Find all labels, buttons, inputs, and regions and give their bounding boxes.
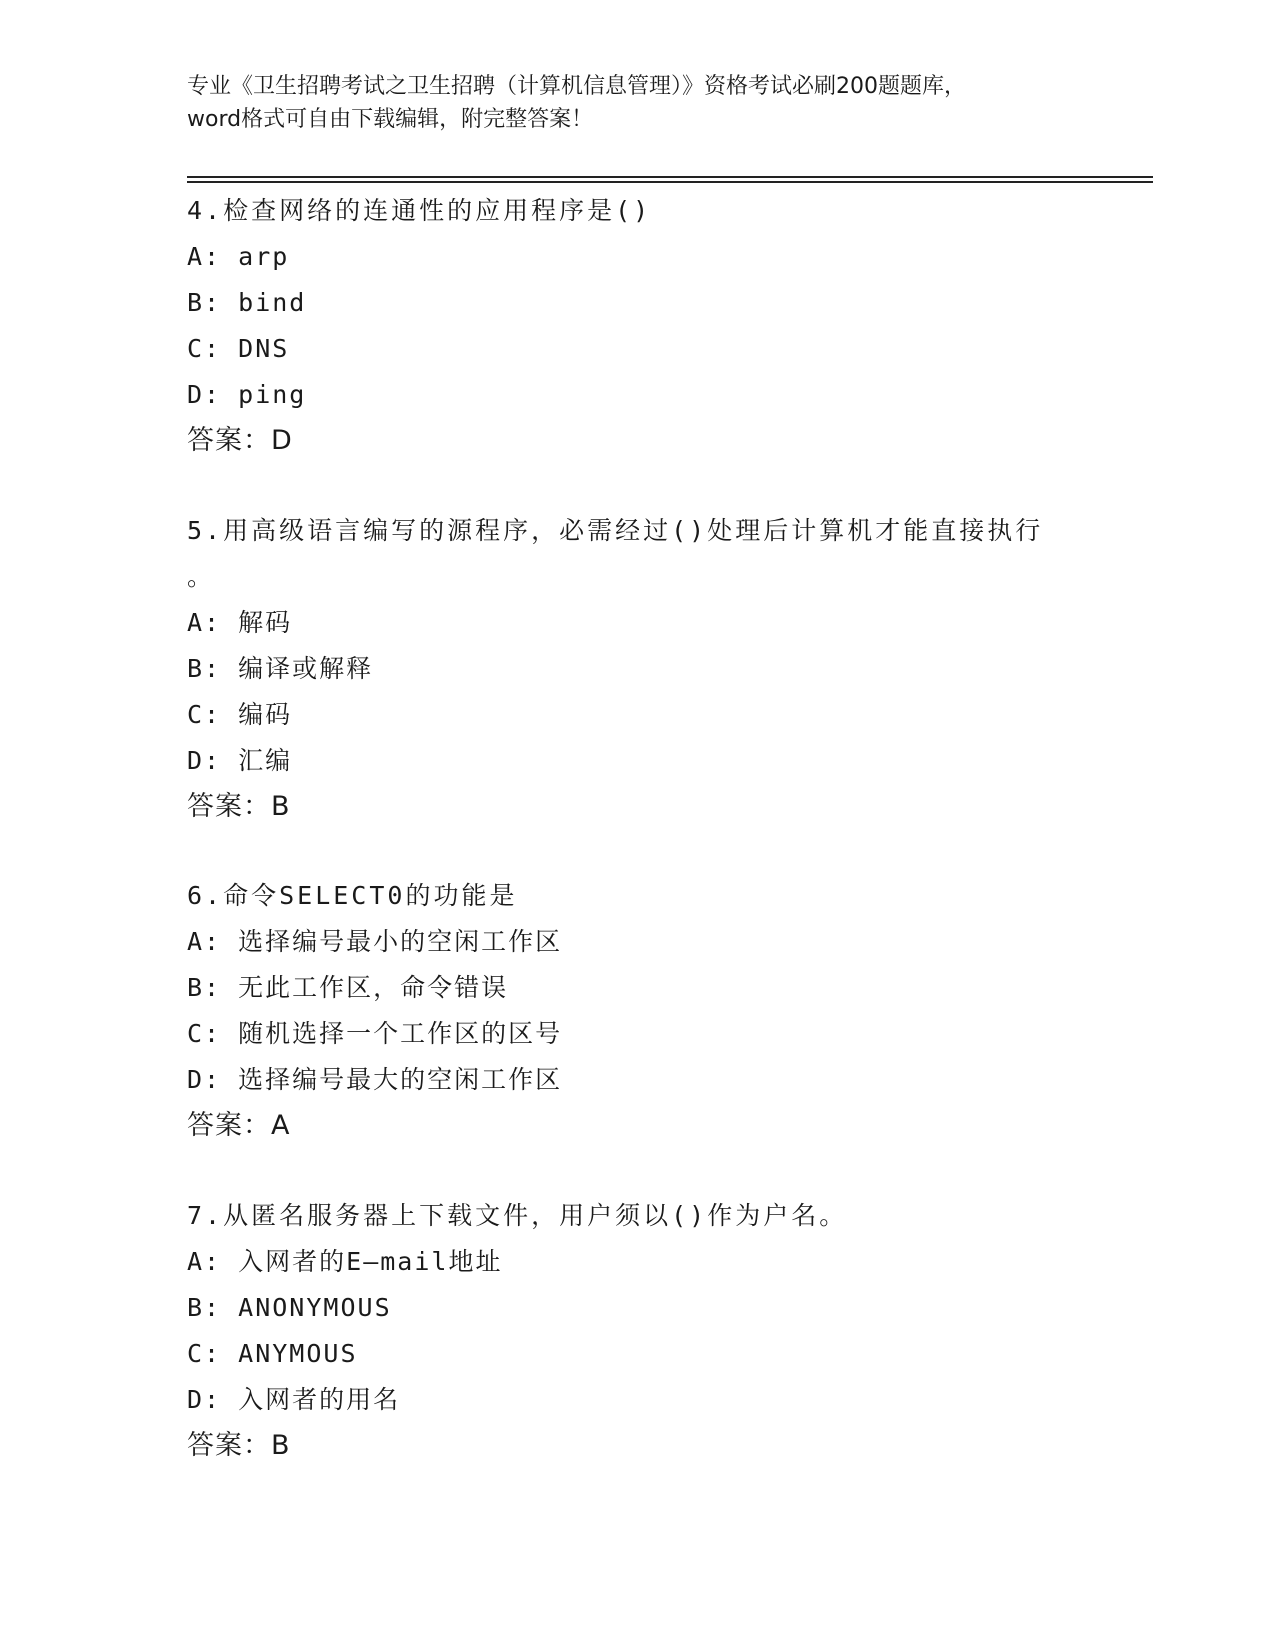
question-7 xyxy=(187,1193,1087,1469)
question-stem: 6.命令SELECT0的功能是 xyxy=(187,881,518,910)
question-stem-continuation: 。 xyxy=(187,562,216,591)
document-header xyxy=(187,70,1087,136)
option-c: C: DNS xyxy=(187,334,290,363)
option-c: C: ANYMOUS xyxy=(187,1339,358,1368)
option-c: C: 随机选择一个工作区的区号 xyxy=(187,1019,563,1048)
header-line-2: word格式可自由下载编辑，附完整答案！ xyxy=(187,107,594,132)
option-b: B: bind xyxy=(187,288,307,317)
header-divider-top xyxy=(187,176,1153,178)
question-4 xyxy=(187,188,1087,464)
option-a: A: arp xyxy=(187,242,290,271)
option-b: B: 无此工作区，命令错误 xyxy=(187,973,509,1002)
option-d: D: 入网者的用名 xyxy=(187,1385,401,1414)
question-6 xyxy=(187,873,1087,1149)
question-stem: 4.检查网络的连通性的应用程序是() xyxy=(187,196,652,225)
answer: 答案：B xyxy=(187,791,291,822)
option-d: D: 汇编 xyxy=(187,746,293,775)
option-c: C: 编码 xyxy=(187,700,293,729)
header-divider-bottom xyxy=(187,181,1153,183)
answer: 答案：B xyxy=(187,1430,291,1461)
option-d: D: 选择编号最大的空闲工作区 xyxy=(187,1065,563,1094)
header-line-1: 专业《卫生招聘考试之卫生招聘（计算机信息管理）》资格考试必刷200题题库， xyxy=(187,74,966,99)
question-5 xyxy=(187,508,1087,830)
answer: 答案：A xyxy=(187,1110,291,1141)
option-a: A: 解码 xyxy=(187,608,293,637)
option-d: D: ping xyxy=(187,380,307,409)
option-a: A: 选择编号最小的空闲工作区 xyxy=(187,927,563,956)
option-a: A: 入网者的E—mail地址 xyxy=(187,1247,503,1276)
question-stem: 7.从匿名服务器上下载文件，用户须以()作为户名。 xyxy=(187,1201,848,1230)
option-b: B: ANONYMOUS xyxy=(187,1293,392,1322)
question-stem: 5.用高级语言编写的源程序，必需经过()处理后计算机才能直接执行 xyxy=(187,516,1044,545)
answer: 答案：D xyxy=(187,425,293,456)
option-b: B: 编译或解释 xyxy=(187,654,374,683)
